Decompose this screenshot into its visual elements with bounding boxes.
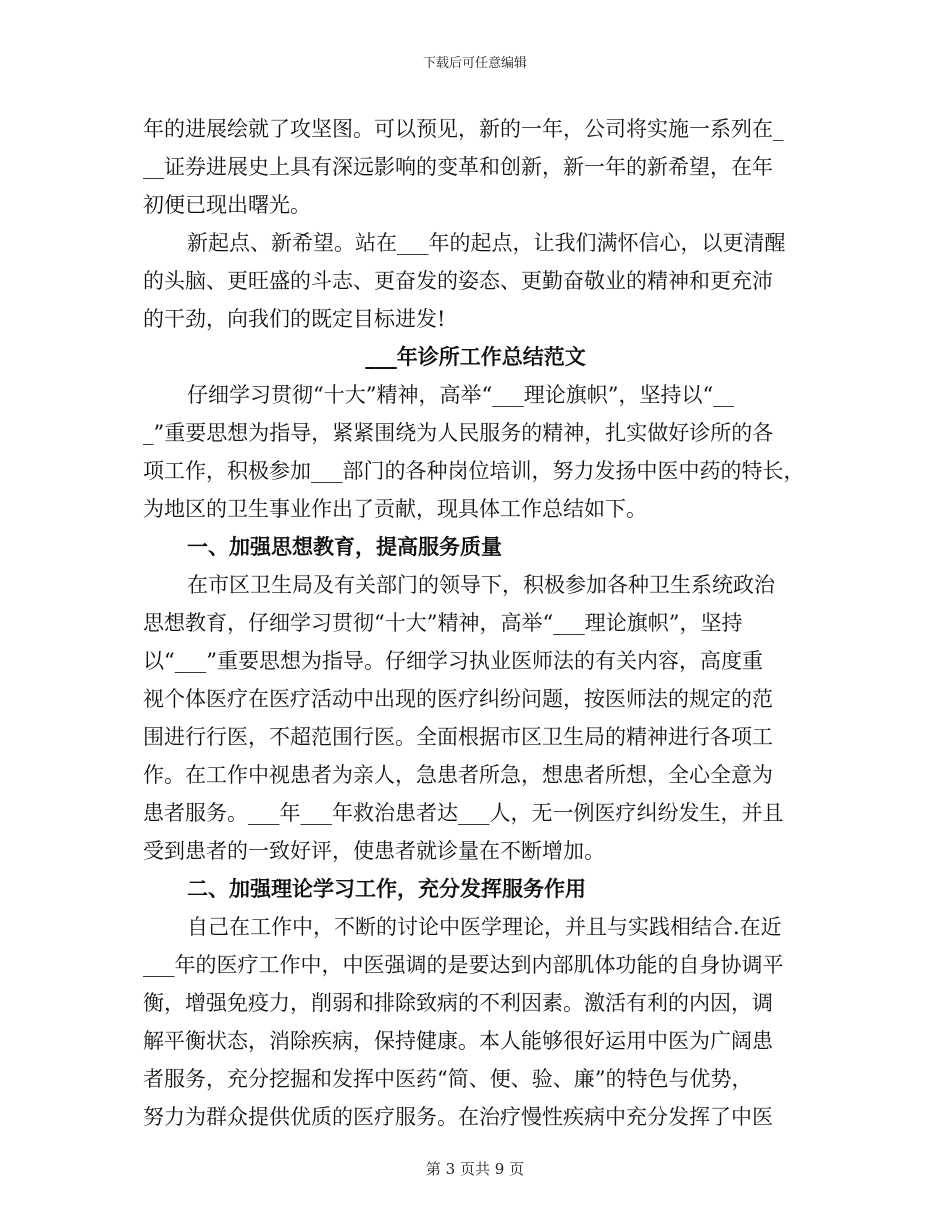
page-footer: 第 3 页共 9 页 bbox=[425, 1160, 525, 1178]
body-line: ___年的医疗工作中，中医强调的是要达到内部肌体功能的自身协调平 bbox=[143, 953, 784, 977]
body-line: 年的进展绘就了攻坚图。可以预见，新的一年，公司将实施一系列在_ bbox=[143, 117, 784, 141]
body-line: 作。在工作中视患者为亲人，急患者所急，想患者所想，全心全意为 bbox=[143, 763, 773, 787]
body-line: 在市区卫生局及有关部门的领导下，积极参加各种卫生系统政治 bbox=[187, 573, 775, 597]
body-line: 以“___”重要思想为指导。仔细学习执业医师法的有关内容，高度重 bbox=[143, 649, 763, 673]
body-line: 新起点、新希望。站在___年的起点，让我们满怀信心，以更清醒 bbox=[187, 231, 786, 255]
body-line: 初便已现出曙光。 bbox=[143, 193, 311, 217]
section-title: ___年诊所工作总结范文 bbox=[365, 344, 586, 369]
body-line: 自己在工作中，不断的讨论中医学理论，并且与实践相结合.在近 bbox=[187, 915, 782, 939]
body-line: 的干劲，向我们的既定目标进发! bbox=[143, 307, 446, 331]
body-line: 衡，增强免疫力，削弱和排除致病的不利因素。激活有利的内因，调 bbox=[143, 991, 773, 1015]
body-line: _”重要思想为指导，紧紧围绕为人民服务的精神，扎实做好诊所的各 bbox=[143, 421, 774, 445]
document-body bbox=[143, 110, 808, 1136]
body-line: 思想教育，仔细学习贯彻“十大”精神，高举“___理论旗帜”，坚持 bbox=[143, 611, 743, 635]
section-heading: 一、加强思想教育，提高服务质量 bbox=[187, 534, 502, 559]
body-line: 为地区的卫生事业作出了贡献，现具体工作总结如下。 bbox=[143, 497, 647, 521]
body-line: 围进行行医，不超范围行医。全面根据市区卫生局的精神进行各项工 bbox=[143, 725, 773, 749]
body-line: 受到患者的一致好评，使患者就诊量在不断增加。 bbox=[143, 839, 605, 863]
body-line: __证券进展史上具有深远影响的变革和创新，新一年的新希望，在年 bbox=[143, 155, 773, 179]
body-line: 的头脑、更旺盛的斗志、更奋发的姿态、更勤奋敬业的精神和更充沛 bbox=[143, 269, 773, 293]
body-line: 者服务，充分挖掘和发挥中医药“简、便、验、廉”的特色与优势， bbox=[143, 1067, 753, 1091]
body-line: 视个体医疗在医疗活动中出现的医疗纠纷问题，按医师法的规定的范 bbox=[143, 687, 773, 711]
body-line: 患者服务。___年___年救治患者达___人，无一例医疗纠纷发生，并且 bbox=[143, 801, 784, 825]
body-line: 仔细学习贯彻“十大”精神，高举“___理论旗帜”，坚持以“__ bbox=[187, 383, 735, 407]
section-heading: 二、加强理论学习工作，充分发挥服务作用 bbox=[187, 876, 586, 901]
body-line: 努力为群众提供优质的医疗服务。在治疗慢性疾病中充分发挥了中医 bbox=[143, 1105, 773, 1129]
body-line: 解平衡状态，消除疾病，保持健康。本人能够很好运用中医为广阔患 bbox=[143, 1029, 773, 1053]
page-header: 下载后可任意编辑 bbox=[422, 56, 527, 71]
body-line: 项工作，积极参加___部门的各种岗位培训，努力发扬中医中药的特长， bbox=[143, 459, 805, 483]
